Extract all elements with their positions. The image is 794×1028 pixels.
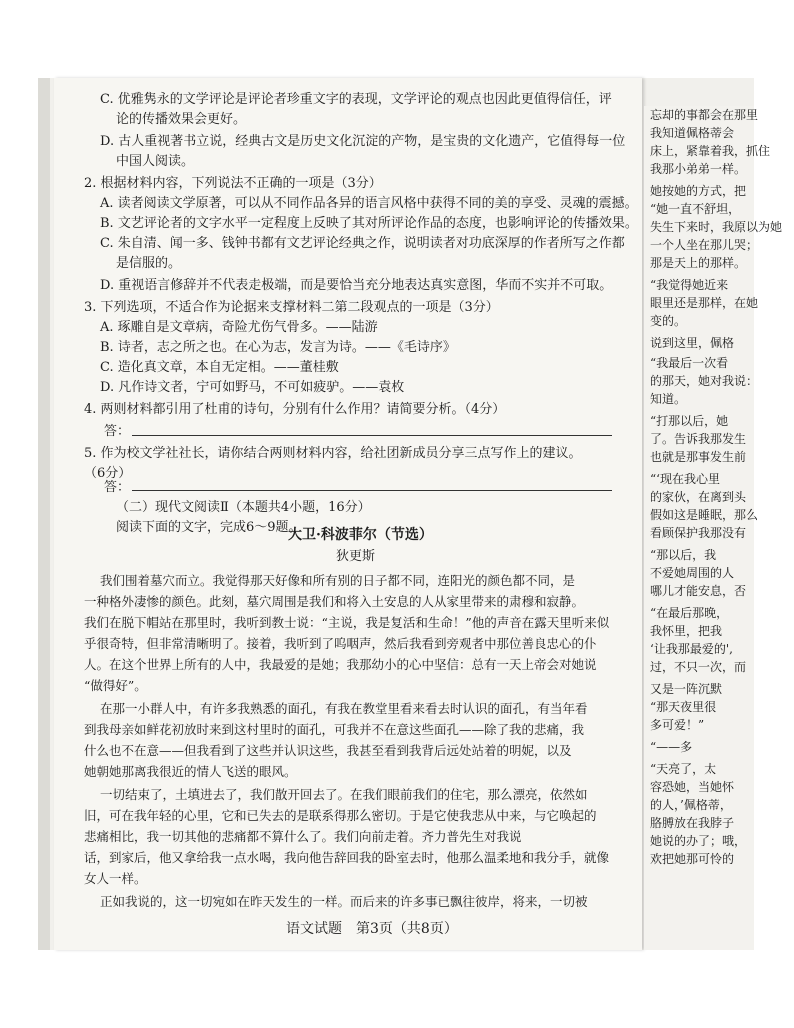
story-line: 到我母亲如鲜花初放时来到这村里时的面孔，可我并不在意这些面孔——除了我的悲痛，我: [84, 722, 585, 737]
right-page-line: 我知道佩格蒂会: [650, 126, 735, 140]
right-page-line: 假如这是睡眠，那么: [650, 508, 759, 522]
story-author: 狄更斯: [336, 549, 376, 564]
question-line: D. 重视语言修辞并不代表走极端，而是要恰当充分地表达真实意图，华而不实并不可取。: [100, 278, 613, 293]
question-line: 2. 根据材料内容，下列说法不正确的一项是（3分）: [84, 176, 382, 191]
question-line: C. 优雅隽永的文学评论是评论者珍重文字的表现，文学评论的观点也因此更值得信任，评: [100, 92, 612, 107]
story-line: “做得好”。: [84, 678, 147, 693]
right-page-line: 床上，紧靠着我，抓住: [650, 144, 771, 158]
right-page-line: 看顾保护我那没有: [650, 526, 747, 540]
right-page-line: 我怀里，把我: [650, 624, 723, 638]
story-line: 一切结束了，土填进去了，我们散开回去了。在我们眼前我们的住宅，那么漂亮，依然如: [100, 787, 588, 802]
right-page-line: 知道。: [650, 392, 687, 406]
right-page-line: ‘让我那最爱的',: [650, 642, 733, 656]
right-page-line: 容恐她，当她怀: [650, 780, 735, 794]
right-page-line: 那是天上的那样。: [650, 256, 747, 270]
right-page-line: 一个人坐在那儿哭；: [650, 238, 759, 252]
right-page-line: 她说的办了；哦，: [650, 834, 747, 848]
right-page-line: 又是一阵沉默: [650, 682, 723, 696]
question-line: 3. 下列选项，不适合作为论据来支撑材料二第二段观点的一项是（3分）: [84, 300, 499, 315]
right-page-line: “——多: [650, 740, 693, 754]
photographed-exam-paper: [38, 78, 783, 950]
question-line: 是信服的。: [116, 256, 182, 271]
question-line: 5. 作为校文学社社长，请你结合两则材料内容，给社团新成员分享三点写作上的建议。: [84, 446, 582, 461]
right-page-line: 欢把她那可怜的: [650, 852, 735, 866]
left-exam-page: [54, 78, 642, 950]
right-page-line: 多可爱！”: [650, 718, 705, 732]
right-page-line: “‘现在我心里: [650, 472, 720, 486]
story-line: 悲痛相比，我一切其他的悲痛都不算什么了。我们向前走着。齐力普先生对我说: [84, 829, 522, 844]
page-footer: 语文试题 第3页（共8页）: [286, 921, 458, 937]
right-page-line: 的家伙，在离到头: [650, 490, 747, 504]
question-line: B. 诗者，志之所之也。在心为志，发言为诗。——《毛诗序》: [100, 340, 456, 355]
story-line: 一种格外凄惨的颜色。此刻，墓穴周围是我们和将入土安息的人从家里带来的肃穆和寂静。: [84, 594, 585, 609]
story-title: 大卫·科波菲尔（节选）: [288, 527, 433, 543]
right-page-line: 过，不只一次，而: [650, 660, 747, 674]
story-line: 在那一小群人中，有许多我熟悉的面孔，有我在教堂里看来看去时认识的面孔，有当年看: [100, 701, 588, 716]
right-page-line: “那以后，我: [650, 548, 717, 562]
right-page-line: 了。告诉我那发生: [650, 432, 747, 446]
right-page-line: 的人，’佩格蒂，: [650, 798, 732, 812]
right-page-line: 忘却的事都会在那里: [650, 108, 759, 122]
right-page-line: 眼里还是那样，在她: [650, 296, 759, 310]
right-page-line: 也就是那事发生前: [650, 450, 747, 464]
story-line: 人。在这个世界上所有的人中，我最爱的是她；我那幼小的心中坚信：总有一天上帝会对她说: [84, 657, 597, 672]
story-line: 我们在脱下帽站在那里时，我听到教士说：“主说，我是复活和生命！”他的声音在露天里听来似: [84, 615, 610, 630]
question-line: 阅读下面的文字，完成6～9题。: [116, 520, 302, 535]
right-page-line: 变的。: [650, 314, 687, 328]
story-line: 旧，可在我年轻的心里，它和已失去的是联系得那么密切。于是它使我悲从中来，与它唤起的: [84, 808, 597, 823]
question-line: B. 文艺评论者的文字水平一定程度上反映了其对所评论作品的态度，也影响评论的传播效果。: [100, 216, 638, 231]
question-line: （6分）: [84, 466, 132, 481]
right-page-line: “打那以后，她: [650, 414, 729, 428]
right-page-line: “天亮了，太: [650, 762, 717, 776]
question-line: C. 朱自清、闻一多、钱钟书都有文艺评论经典之作，说明读者对功底深厚的作者所写之作都: [100, 236, 625, 251]
question-line: D. 凡作诗文者，宁可如野马，不可如疲驴。——袁枚: [100, 380, 405, 395]
right-exam-page: [644, 106, 783, 950]
right-page-line: 说到这里，佩格: [650, 336, 735, 350]
right-page-line: “她一直不舒坦，: [650, 202, 741, 216]
right-page-line: 哪儿才能安息，否: [650, 584, 747, 598]
question-line: 中国人阅读。: [116, 154, 195, 169]
question-line: C. 造化真文章，本自无定相。——董桂敷: [100, 360, 339, 375]
answer-line-q4: [132, 435, 612, 436]
answer-line-q5: [132, 490, 612, 491]
page-shadow-edge: [38, 78, 50, 950]
right-page-line: “在最后那晚，: [650, 606, 729, 620]
question-line: 答：: [104, 480, 131, 495]
story-line: 女人一样。: [84, 871, 147, 886]
story-line: 话，到家后，他又拿给我一点水喝，我向他告辞回我的卧室去时，他那么温柔地和我分手，就像: [84, 850, 610, 865]
question-line: A. 琢雕自是文章病，奇险尤伤气骨多。——陆游: [100, 320, 378, 335]
story-line: 乎很奇特，但非常清晰明了。接着，我听到了呜咽声，然后我看到旁观者中那位善良忠心的仆: [84, 636, 597, 651]
question-line: 4. 两则材料都引用了杜甫的诗句，分别有什么作用？请简要分析。（4分）: [84, 402, 506, 417]
story-line: 我们围着墓穴而立。我觉得那天好像和所有别的日子都不同，连阳光的颜色都不同，是: [100, 573, 576, 588]
question-line: 论的传播效果会更好。: [116, 112, 247, 127]
right-page-line: “我觉得她近来: [650, 278, 729, 292]
right-page-line: 的那天，她对我说：: [650, 374, 759, 388]
story-line: 什么也不在意——但我看到了这些并认识这些，我甚至看到我背后远处站着的明妮，以及: [84, 743, 572, 758]
right-page-line: 我那小弟弟一样。: [650, 162, 747, 176]
story-line: 她朝她那离我很近的情人飞送的眼风。: [84, 764, 297, 779]
right-page-line: 胳膊放在我脖子: [650, 816, 735, 830]
right-page-line: 她按她的方式，把: [650, 184, 747, 198]
right-page-line: “那天夜里很: [650, 700, 717, 714]
right-page-line: “我最后一次看: [650, 356, 729, 370]
right-page-line: 不爱她周围的人: [650, 566, 735, 580]
right-page-line: 失生下来时，我原以为她: [650, 220, 783, 234]
question-line: （二）现代文阅读Ⅱ（本题共4小题，16分）: [116, 500, 371, 515]
question-line: D. 古人重视著书立说，经典古文是历史文化沉淀的产物，是宝贵的文化遗产，它值得每一位: [100, 134, 626, 149]
question-line: 答：: [104, 424, 131, 439]
question-line: A. 读者阅读文学原著，可以从不同作品各异的语言风格中获得不同的美的享受、灵魂的震撼。: [100, 196, 638, 211]
story-line: 正如我说的，这一切宛如在昨天发生的一样。而后来的许多事已飘往彼岸，将来，一切被: [100, 894, 588, 909]
